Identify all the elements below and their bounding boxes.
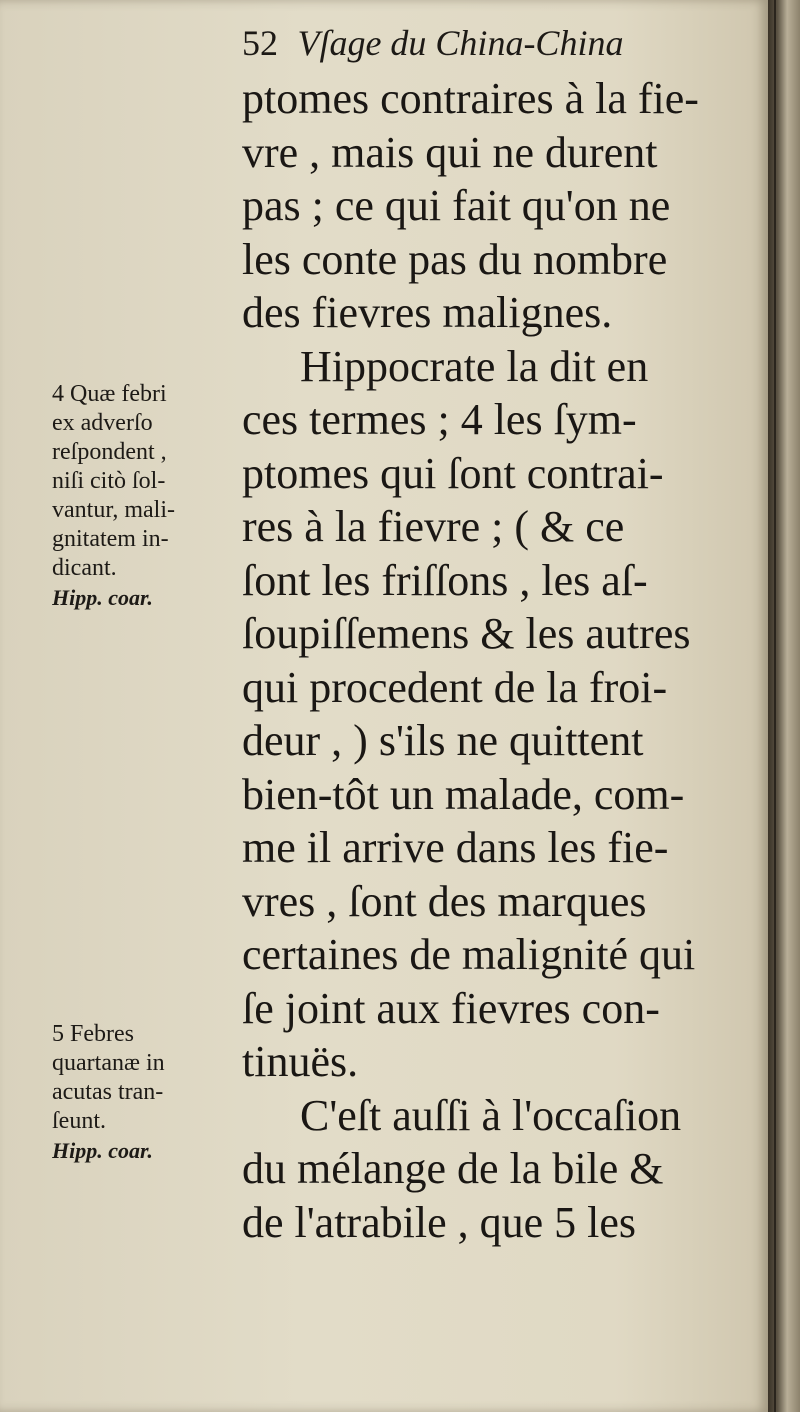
text-line: ſont les friſſons , les aſ- [242,555,648,605]
note-line: reſpondent , [52,439,167,465]
text-line: res à la fievre ; ( & ce [242,502,625,551]
note-line: 5 Febres [52,1021,134,1047]
margin-note-5 [52,1020,232,1165]
page-number: 52 [242,23,278,63]
margin-note-4 [52,380,232,612]
note-line: quartanæ in [52,1050,165,1076]
paragraph-start-line: Hippocrate la dit en [300,341,649,391]
text-line: du mélange de la bile & [242,1144,664,1193]
text-line: pas ; ce qui fait qu'on ne [242,181,671,230]
text-line: me il arrive dans les fie- [242,823,669,872]
text-line: vre , mais qui ne durent [242,127,658,177]
text-line: les conte pas du nombre [242,234,668,284]
note-reference: Hipp. coar. [52,1138,153,1163]
text-line: certaines de malignité qui [242,930,696,979]
note-line: ex adverſo [52,410,153,436]
text-line: deur , ) s'ils ne quittent [242,716,644,765]
note-line: dicant. [52,555,117,581]
note-line: 4 Quæ febri [52,381,167,407]
text-line: vres , ſont des marques [242,876,647,926]
note-line: ſeunt. [52,1108,106,1134]
text-line: qui procedent de la froi- [242,662,668,712]
book-spine [768,0,800,1412]
running-title: Vſage du China-China [297,23,624,63]
note-line: acutas tran- [52,1079,164,1105]
page-edge [774,0,776,1412]
text-line: ptomes contraires à la fie- [242,74,699,123]
note-line: gnitatem in- [52,526,169,552]
text-line: tinuës. [242,1037,359,1086]
note-line: vantur, mali- [52,497,175,523]
main-text-column [242,72,742,1249]
text-line: ſoupiſſemens & les autres [242,609,691,658]
paragraph-start-line: C'eſt auſſi à l'occaſion [300,1090,682,1140]
text-line: ſe joint aux fievres con- [242,983,660,1033]
text-line: des fievres malignes. [242,288,613,337]
text-line: de l'atrabile , que 5 les [242,1197,637,1247]
text-line: ces termes ; 4 les ſym- [242,395,637,444]
text-line: ptomes qui ſont contrai- [242,448,664,498]
running-header [242,22,742,64]
note-reference: Hipp. coar. [52,585,153,610]
text-line: bien-tôt un malade, com- [242,769,685,819]
note-line: niſi citò ſol- [52,468,166,494]
